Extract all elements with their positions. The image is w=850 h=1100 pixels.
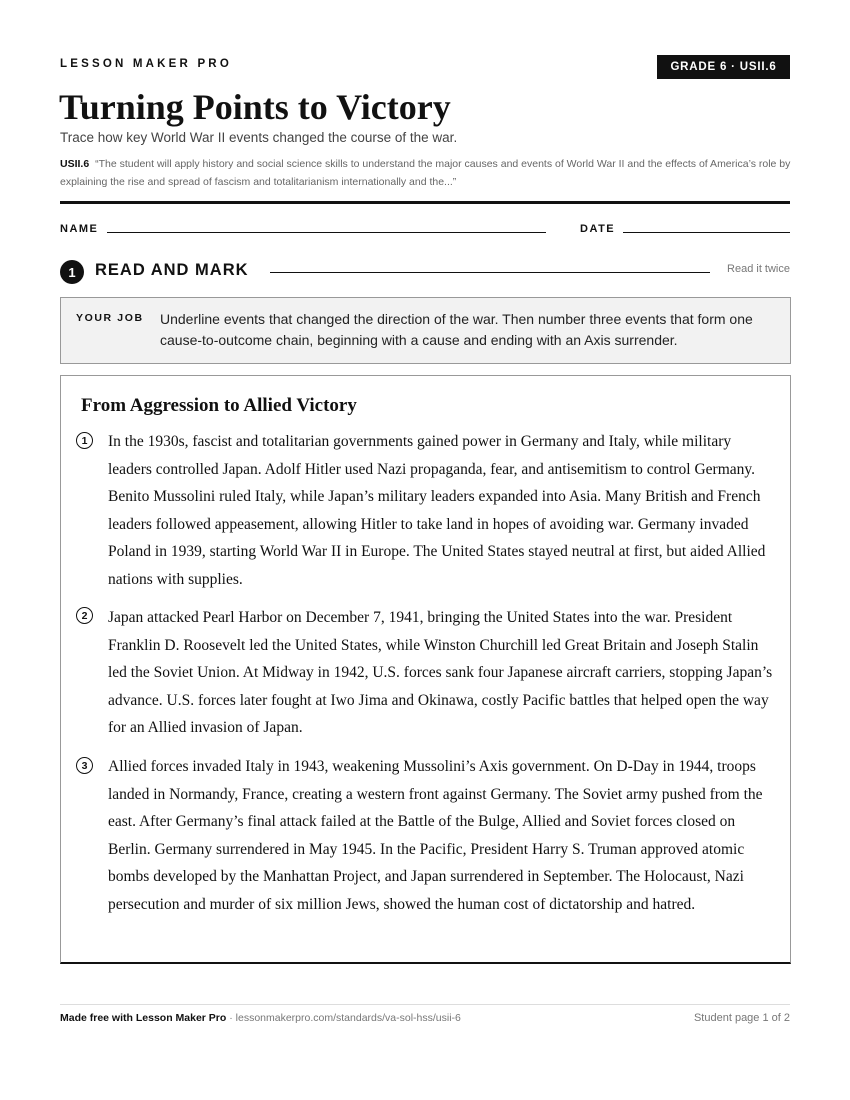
- footer-made-by: Made free with Lesson Maker Pro: [60, 1012, 227, 1024]
- grade-badge: GRADE 6 · USII.6: [657, 55, 790, 79]
- step-note: Read it twice: [727, 263, 790, 275]
- name-label: NAME: [60, 223, 99, 235]
- step-number-badge: 1: [60, 260, 84, 284]
- footer-url[interactable]: · lessonmakerpro.com/standards/va-sol-hss/usii-6: [226, 1012, 461, 1024]
- page-subtitle: Trace how key World War II events changed the course of the war.: [60, 130, 458, 145]
- job-label: YOUR JOB: [76, 312, 144, 324]
- paragraph-number-1: 1: [76, 432, 93, 449]
- footer-credit: [60, 1012, 461, 1024]
- name-field-line[interactable]: [107, 232, 546, 233]
- date-field-line[interactable]: [623, 232, 790, 233]
- footer-page-number: Student page 1 of 2: [693, 1012, 790, 1024]
- paragraph-number-3: 3: [76, 757, 93, 774]
- paragraph-3: Allied forces invaded Italy in 1943, weakening Mussolini’s Axis government. On D-Day in 1944, troops landed in Normandy, France, creating a western front against Germany. The Soviet army pushed from the east. After Germany’s final attack failed at the Battle of the Bulge, Allied and Soviet forces closed on Berlin. Germany surrendered in May 1945. In the Pacific, President Harry S. Truman approved atomic bombs developed by the Manhattan Project, and Japan surrendered in September. The Holocaust, Nazi persecution and murder of six million Jews, showed the human cost of dictatorship and hatred.: [108, 758, 763, 913]
- paragraph-number-2: 2: [76, 607, 93, 624]
- job-text: Underline events that changed the direction of the war. Then number three events that form one cause-to-outcome chain, beginning with a cause and ending with an Axis surrender.: [160, 311, 753, 348]
- footer-divider: [60, 1004, 790, 1005]
- paragraph-2: Japan attacked Pearl Harbor on December 7, 1941, bringing the United States into the war. President Franklin D. Roosevelt led the United States, while Winston Churchill led Great Britain and Joseph Stalin led the Soviet Union. At Midway in 1942, U.S. forces sank four Japanese aircraft carriers, stopping Japan’s advance. U.S. forces later fought at Iwo Jima and Okinawa, costly Pacific battles that helped open the way for an Allied invasion of Japan.: [108, 609, 773, 736]
- date-label: DATE: [580, 223, 616, 235]
- job-instructions-box: [60, 297, 791, 364]
- header-divider: [60, 201, 790, 204]
- step-title: READ AND MARK: [95, 261, 249, 279]
- page-title: Turning Points to Victory: [59, 87, 451, 127]
- reading-passage-box: [60, 375, 791, 964]
- standard-description: [60, 156, 792, 191]
- brand-name: LESSON MAKER PRO: [60, 58, 232, 70]
- step-divider: [270, 272, 710, 273]
- paragraph-1: In the 1930s, fascist and totalitarian governments gained power in Germany and Italy, while military leaders controlled Japan. Adolf Hitler used Nazi propaganda, fear, and antisemitism to control Germany. Benito Mussolini ruled Italy, while Japan’s military leaders expanded into Asia. Many British and French leaders followed appeasement, allowing Hitler to take land in hopes of avoiding war. Germany invaded Poland in 1939, starting World War II in Europe. The United States stayed neutral at first, but aided Allied nations with supplies.: [108, 433, 766, 588]
- standard-code: USII.6: [60, 158, 90, 170]
- reading-title: From Aggression to Allied Victory: [81, 395, 357, 416]
- standard-text: “The student will apply history and social science skills to understand the major causes and events of World War II and the effects of America’s role by explaining the rise and spread of fascism and totalitarianism internationally and the...”: [60, 158, 791, 188]
